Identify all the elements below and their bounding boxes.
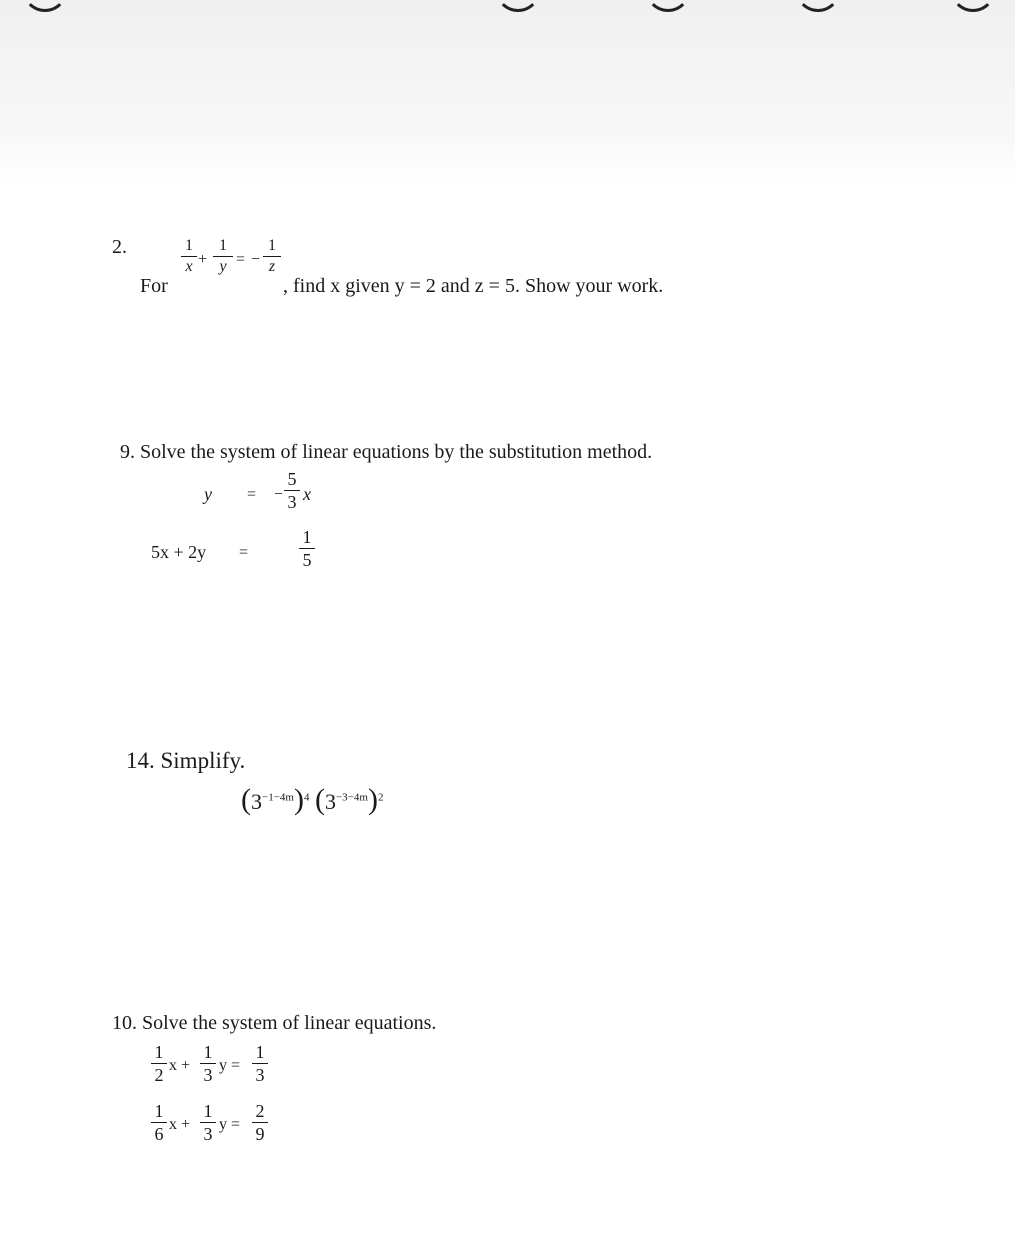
coefficient-fraction: 1 3 [200,1043,216,1084]
coefficient-fraction: 1 2 [151,1043,167,1084]
coefficient-fraction: 1 3 [200,1102,216,1143]
x-plus: x + [169,1057,191,1074]
eq1-lhs: y [204,484,212,504]
fraction-1-over-x: 1 x [181,238,197,275]
x-plus: x + [169,1116,191,1133]
question-9-heading: 9. Solve the system of linear equations by the substitution method. [120,441,653,463]
question-2-sentence: , find x given y = 2 and z = 5. Show your work. [283,275,664,297]
fraction-1-over-y: 1 y [213,238,233,275]
question-14-heading: 14. Simplify. [126,748,246,773]
rhs-fraction: 2 9 [252,1102,268,1143]
eq1-variable: x [303,484,311,504]
eq1-fraction: 5 3 [284,470,300,511]
equals-sign: = [236,251,246,268]
eq1-equals: = [247,486,257,503]
scroll-indicator-arc [795,0,841,12]
question-10-heading: 10. Solve the system of linear equations. [112,1012,437,1034]
fraction-1-over-z: 1 z [263,238,281,275]
plus-sign: + [198,251,208,268]
y-equals: y = [219,1116,241,1133]
y-equals: y = [219,1057,241,1074]
eq2-lhs: 5x + 2y [151,542,207,562]
minus-sign: − [251,251,261,268]
scroll-indicator-arc [22,0,68,12]
question-number: 2. [112,236,127,258]
rhs-fraction: 1 3 [252,1043,268,1084]
top-header-band [0,0,1015,185]
coefficient-fraction: 1 6 [151,1102,167,1143]
scroll-indicator-arc [495,0,541,12]
scroll-indicator-arc [645,0,691,12]
simplify-expression: $(3^{-1-4m})^4$ $(3^{-3-4m})^2$ [241,783,384,816]
for-label: For [140,275,168,297]
eq2-equals: = [239,544,249,561]
scroll-indicator-arc [950,0,996,12]
eq2-fraction: 1 5 [299,528,315,569]
eq1-minus: − [274,486,284,503]
